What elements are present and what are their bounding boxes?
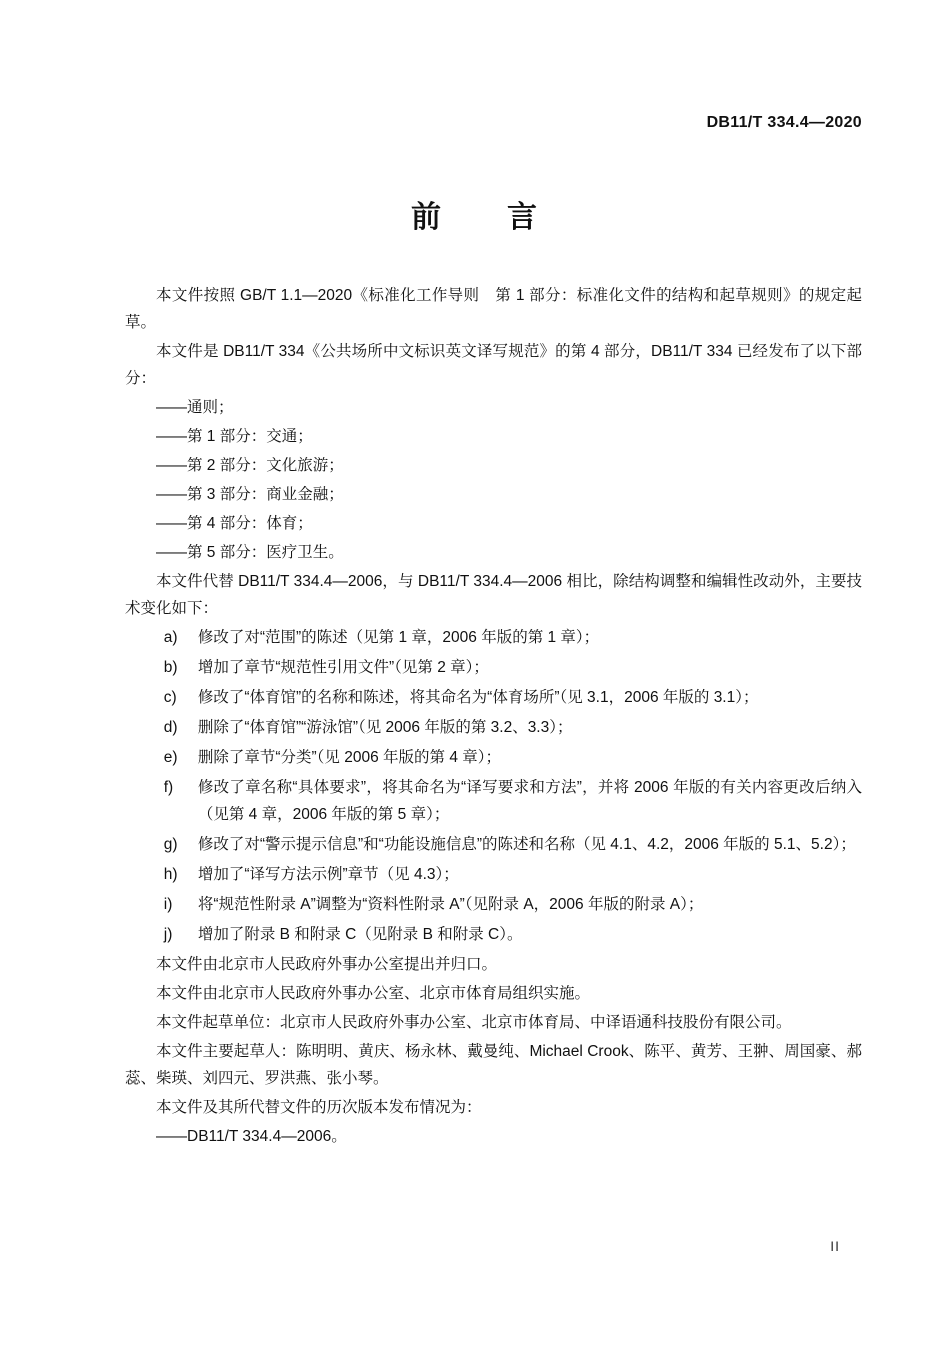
change-item bbox=[164, 714, 862, 741]
change-text: 修改了对“警示提示信息”和“功能设施信息”的陈述和名称（见 4.1、4.2，2006 年版的 5.1、5.2）； bbox=[197, 836, 856, 853]
change-item bbox=[164, 921, 862, 948]
change-item bbox=[164, 831, 862, 858]
history-list-item: ——DB11/T 334.4—2006。 bbox=[156, 1128, 347, 1145]
paragraph-implemented: 本文件由北京市人民政府外事办公室、北京市体育局组织实施。 bbox=[156, 985, 591, 1002]
change-item bbox=[164, 861, 862, 888]
change-item bbox=[164, 774, 862, 828]
paragraph-basis: 本文件按照 GB/T 1.1—2020《标准化工作导则 第 1 部分：标准化文件的结构和起草规则》的规定起草。 bbox=[125, 287, 862, 331]
change-label: b) bbox=[163, 659, 178, 676]
change-text: 修改了章名称“具体要求”，将其命名为“译写要求和方法”，并将 2006 年版的有关内容更改后纳入（见第 4 章，2006 年版的第 5 章）； bbox=[197, 779, 862, 823]
change-label: f) bbox=[163, 779, 174, 796]
document-header bbox=[125, 114, 862, 132]
part-list-item: ——通则； bbox=[156, 399, 234, 416]
change-label: d) bbox=[163, 719, 178, 736]
paragraph-history-intro: 本文件及其所代替文件的历次版本发布情况为： bbox=[156, 1099, 482, 1116]
change-text: 修改了对“范围”的陈述（见第 1 章，2006 年版的第 1 章）； bbox=[197, 629, 600, 646]
change-item bbox=[164, 684, 862, 711]
change-text: 删除了章节“分类”（见 2006 年版的第 4 章）； bbox=[197, 749, 501, 766]
paragraph-drafting-org: 本文件起草单位：北京市人民政府外事办公室、北京市体育局、中译语通科技股份有限公司。 bbox=[156, 1014, 792, 1031]
change-label: a) bbox=[163, 629, 178, 646]
change-label: e) bbox=[163, 749, 178, 766]
part-list-item: ——第 4 部分：体育； bbox=[156, 515, 313, 532]
part-list-item: ——第 2 部分：文化旅游； bbox=[156, 457, 344, 474]
change-item bbox=[164, 654, 862, 681]
change-item bbox=[164, 891, 862, 918]
foreword-body bbox=[125, 282, 862, 1152]
part-list-item: ——第 1 部分：交通； bbox=[156, 428, 313, 445]
foreword-title: 前 言 bbox=[411, 201, 539, 234]
paragraph-proposed: 本文件由北京市人民政府外事办公室提出并归口。 bbox=[156, 956, 498, 973]
change-text: 修改了“体育馆”的名称和陈述，将其命名为“体育场所”（见 3.1，2006 年版的 3.1）； bbox=[197, 689, 759, 706]
paragraph-drafters: 本文件主要起草人：陈明明、黄庆、杨永林、戴曼纯、Michael Crook、陈平、黄芳、王翀、周国豪、郝蕊、柴瑛、刘四元、罗洪燕、张小琴。 bbox=[125, 1043, 862, 1087]
change-item bbox=[164, 744, 862, 771]
change-label: i) bbox=[163, 896, 173, 913]
change-text: 增加了章节“规范性引用文件”（见第 2 章）； bbox=[197, 659, 489, 676]
change-label: h) bbox=[163, 866, 178, 883]
paragraph-series: 本文件是 DB11/T 334《公共场所中文标识英文译写规范》的第 4 部分，DB11/T 334 已经发布了以下部分： bbox=[125, 343, 862, 387]
change-text: 增加了“译写方法示例”章节（见 4.3）； bbox=[197, 866, 459, 883]
paragraph-replacement: 本文件代替 DB11/T 334.4—2006，与 DB11/T 334.4—2006 相比，除结构调整和编辑性改动外，主要技术变化如下： bbox=[125, 573, 862, 617]
change-text: 增加了附录 B 和附录 C（见附录 B 和附录 C）。 bbox=[197, 926, 523, 943]
change-item bbox=[164, 624, 862, 651]
page-number: II bbox=[830, 1238, 840, 1254]
standard-code: DB11/T 334.4—2020 bbox=[706, 114, 862, 131]
change-text: 删除了“体育馆”“游泳馆”（见 2006 年版的第 3.2、3.3）； bbox=[197, 719, 573, 736]
part-list-item: ——第 5 部分：医疗卫生。 bbox=[156, 544, 344, 561]
change-label: j) bbox=[163, 926, 173, 943]
change-label: c) bbox=[163, 689, 177, 706]
change-text: 将“规范性附录 A”调整为“资料性附录 A”（见附录 A，2006 年版的附录 A）； bbox=[197, 896, 704, 913]
change-label: g) bbox=[163, 836, 178, 853]
part-list-item: ——第 3 部分：商业金融； bbox=[156, 486, 344, 503]
